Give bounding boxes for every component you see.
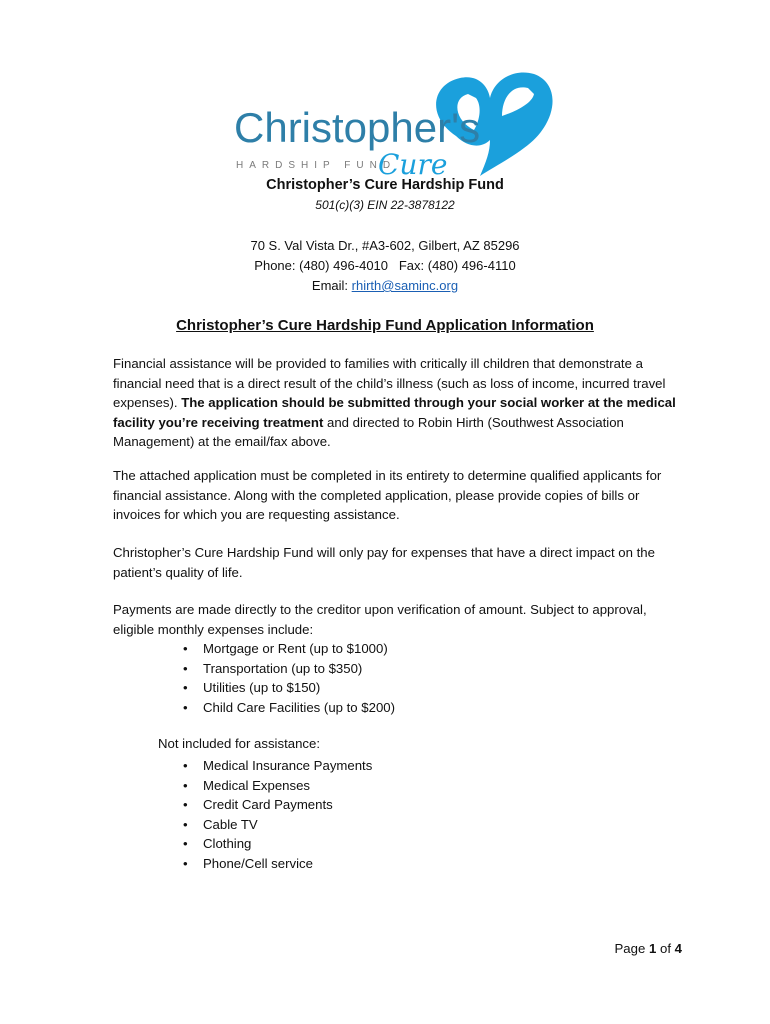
bullet-icon: • [183, 816, 188, 832]
bullet-icon: • [183, 855, 188, 871]
bullet-icon: • [183, 699, 188, 715]
eligible-expenses-list [113, 639, 688, 717]
org-title: Christopher’s Cure Hardship Fund [266, 177, 504, 193]
email-link[interactable]: rhirth@saminc.org [351, 278, 459, 293]
address-line: 70 S. Val Vista Dr., #A3-602, Gilbert, AZ 85296 [250, 238, 520, 253]
list-item: • Mortgage or Rent (up to $1000) [113, 639, 688, 659]
bullet-icon: • [183, 758, 188, 773]
paragraph-application-requirements [113, 466, 688, 525]
bullet-icon: • [183, 836, 188, 852]
list-item: • Child Care Facilities (up to $200) [113, 698, 688, 718]
email-line [0, 276, 770, 296]
not-included-list [113, 756, 688, 874]
paragraph2-text: The attached application must be completed in its entirety to determine qualified applicants for financial assistance. Along with the completed application, please provide copies of bills or invoices for which you are requesting assistance. [113, 468, 662, 523]
paragraph3-text: Christopher’s Cure Hardship Fund will only pay for expenses that have a direct impact on the patient’s quality of life. [113, 545, 655, 580]
bullet-icon: • [183, 797, 188, 813]
paragraph1-text-b: and directed to Robin Hirth (Southwest Association Management) at the email/fax above. [113, 414, 624, 450]
paragraph-financial-assistance [113, 354, 688, 452]
list-item: • Transportation (up to $350) [113, 659, 688, 679]
list-item: • Credit Card Payments [113, 795, 688, 815]
page-of-label: of [656, 941, 675, 956]
page-label: Page [614, 941, 649, 956]
phone-fax-line: Phone: (480) 496-4010 Fax: (480) 496-4110 [254, 258, 516, 273]
logo-graphic [228, 64, 564, 182]
paragraph1-text-a: Financial assistance will be provided to families with critically ill children that demonstrate a financial need that is a direct result of the child’s illness (such as loss of income, incurred travel expenses). [113, 356, 666, 411]
ein-line: 501(c)(3) EIN 22-3878122 [315, 198, 455, 212]
bullet-icon: • [183, 680, 188, 696]
list-item: • Clothing [113, 834, 688, 854]
list-item: • Utilities (up to $150) [113, 678, 688, 698]
page-number [615, 941, 682, 956]
logo-name: Christopher's [234, 104, 481, 151]
paragraph-payments [113, 600, 688, 718]
bullet-icon: • [183, 777, 188, 793]
paragraph-quality-of-life [113, 543, 688, 582]
list-item: • Medical Insurance Payments [113, 756, 688, 776]
not-included-label: Not included for assistance: [158, 736, 320, 751]
contact-block [0, 236, 770, 296]
email-label: Email: [311, 278, 352, 293]
application-title: Christopher’s Cure Hardship Fund Application Information [176, 317, 594, 334]
logo-script: Cure [378, 148, 448, 181]
page-current: 1 [648, 941, 657, 956]
page-total: 4 [674, 941, 682, 956]
logo-subtitle: HARDSHIP FUND [236, 160, 397, 171]
organization-logo [228, 64, 564, 182]
list-item: • Medical Expenses [113, 776, 688, 796]
list-item: • Cable TV [113, 815, 688, 835]
paragraph1-bold: The application should be submitted through your social worker at the medical facility you’re receiving treatment [113, 395, 676, 430]
bullet-icon: • [183, 641, 188, 657]
bullet-icon: • [183, 660, 188, 676]
list-item: • Phone/Cell service [113, 854, 688, 874]
paragraph4-text: Payments are made directly to the creditor upon verification of amount. Subject to approval, eligible monthly expenses include: [113, 602, 647, 637]
not-included-section [113, 756, 688, 874]
